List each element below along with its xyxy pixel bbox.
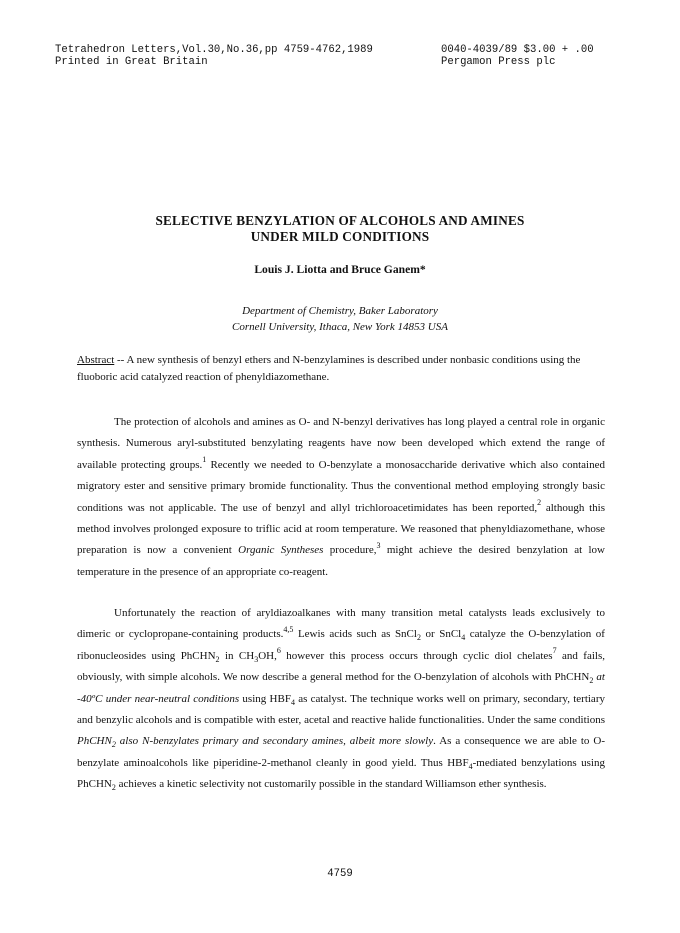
abstract-label: Abstract bbox=[77, 354, 115, 366]
text-run: might achieve the desired benzylation at low temperature in the presence of an appropriate co-reagent. bbox=[77, 544, 605, 578]
affiliation bbox=[0, 303, 680, 335]
reference-marker: 7 bbox=[552, 646, 557, 656]
text-run: Recently we needed to O-benzylate a monosaccharide derivative which also contained migratory ester and sensitive primary bromide functionality. Thus the conventional method employing strongly basic conditions was not applicable. The use of benzyl and allyl trichloroacetimidates has been reported, bbox=[77, 458, 605, 514]
reference-marker: 4,5 bbox=[283, 624, 294, 634]
body-paragraph-1 bbox=[77, 412, 605, 583]
journal-line: Tetrahedron Letters,Vol.30,No.36,pp 4759-4762,1989 bbox=[55, 44, 373, 56]
text-run: . As a consequence we are able to O-benzylate aminoalcohols like piperidine-2-methanol cleanly in good yield. Thus HBF bbox=[77, 735, 605, 769]
title-line-1: SELECTIVE BENZYLATION OF ALCOHOLS AND AMINES bbox=[155, 213, 525, 228]
text-run: although this method involves prolonged exposure to triflic acid at room temperature. We reasoned that phenyldiazomethane, whose preparation is now a convenient bbox=[77, 501, 605, 557]
text-run: Unfortunately the reaction of aryldiazoalkanes with many transition metal catalysts leads exclusively to dimeric or cyclopropane-containing products. bbox=[77, 607, 605, 641]
subscript: 4 bbox=[290, 697, 295, 707]
text-run: -mediated benzylations using PhCHN bbox=[77, 756, 605, 791]
text-run: catalyze the O-benzylation of ribonucleosides using PhCHN bbox=[77, 628, 605, 662]
text-run: using HBF bbox=[239, 692, 291, 705]
abstract bbox=[77, 352, 597, 386]
subscript: 2 bbox=[215, 655, 220, 664]
abstract-text: -- A new synthesis of benzyl ethers and N-benzylamines is described under nonbasic conditions using the fluoboric acid catalyzed reaction of phenyldiazomethane. bbox=[77, 354, 581, 383]
affiliation-line-1: Department of Chemistry, Baker Laboratory bbox=[242, 305, 438, 317]
paper-title bbox=[0, 213, 680, 245]
authors: Louis J. Liotta and Bruce Ganem* bbox=[254, 263, 426, 276]
subscript: 2 bbox=[111, 740, 116, 750]
text-run: OH, bbox=[258, 649, 277, 662]
subscript: 2 bbox=[111, 783, 116, 793]
title-line-2: UNDER MILD CONDITIONS bbox=[250, 229, 430, 244]
text-run: procedure, bbox=[323, 544, 377, 557]
subscript: 3 bbox=[254, 655, 259, 664]
publisher-line: Pergamon Press plc bbox=[441, 56, 556, 68]
reference-marker: 2 bbox=[537, 497, 542, 507]
italic-run: also N-benzylates primary and secondary amines, albeit more slowly bbox=[115, 735, 434, 748]
text-run: however this process occurs through cyclic diol chelates bbox=[280, 649, 553, 662]
italic-run: PhCHN bbox=[77, 735, 112, 748]
price-info bbox=[441, 44, 594, 68]
reference-marker: 6 bbox=[276, 646, 281, 656]
issn-price-line: 0040-4039/89 $3.00 + .00 bbox=[441, 44, 594, 56]
subscript: 2 bbox=[416, 633, 421, 643]
text-run: as catalyst. The technique works well on primary, secondary, tertiary and benzylic alcohols and is compatible with ester, acetal and reactive halide functionalities. Under the same conditions bbox=[77, 692, 605, 727]
subscript: 2 bbox=[589, 676, 594, 686]
reference-marker: 1 bbox=[202, 455, 207, 465]
subscript: 4 bbox=[468, 762, 473, 772]
italic-run: at -40ºC under near-neutral conditions bbox=[77, 671, 605, 705]
journal-name: Organic Syntheses bbox=[238, 544, 324, 557]
text-run: The protection of alcohols and amines as O- and N-benzyl derivatives has long played a central role in organic synthesis. Numerous aryl-substituted benzylating reagents have now been developed which extend the range of available protecting groups. bbox=[77, 416, 605, 471]
page-number: 4759 bbox=[327, 868, 353, 880]
reference-marker: 3 bbox=[376, 540, 381, 550]
text-run: achieves a kinetic selectivity not customarily possible in the standard Williamson ether synthesis. bbox=[115, 778, 547, 791]
text-run: or SnCl bbox=[420, 628, 462, 641]
text-run: Lewis acids such as SnCl bbox=[293, 628, 417, 641]
body-paragraph-2 bbox=[77, 603, 605, 796]
text-run: in CH bbox=[219, 649, 255, 662]
affiliation-line-2: Cornell University, Ithaca, New York 14853 USA bbox=[232, 321, 448, 333]
subscript: 4 bbox=[461, 633, 466, 643]
text-run: and fails, obviously, with simple alcohols. We now describe a general method for the O-benzylation of alcohols with PhCHN bbox=[77, 649, 605, 684]
printed-line: Printed in Great Britain bbox=[55, 56, 208, 68]
journal-citation bbox=[55, 44, 373, 68]
